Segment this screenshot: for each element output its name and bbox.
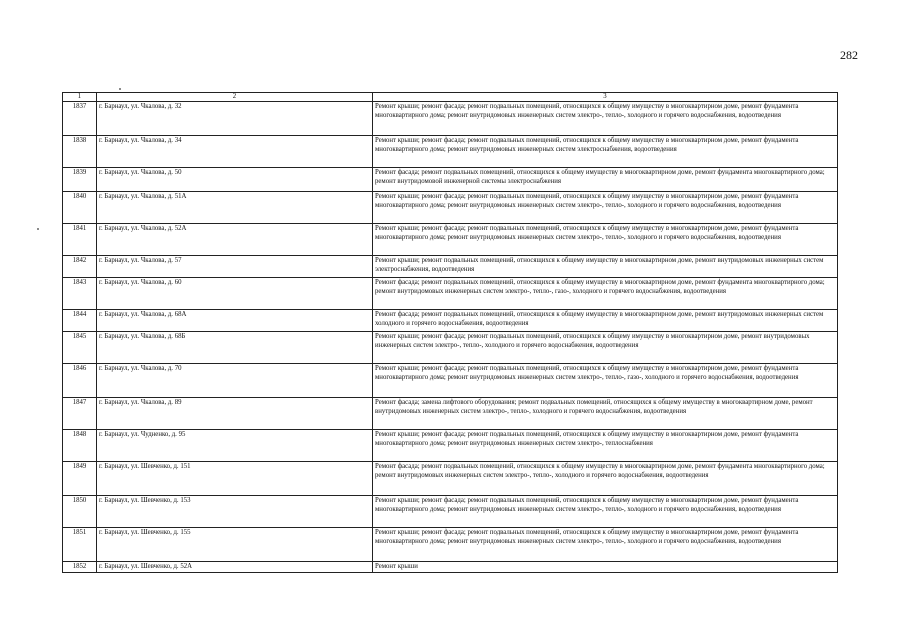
row-number: 1841: [63, 224, 97, 256]
row-works: Ремонт крыши; ремонт фасада; ремонт подвальных помещений, относящихся к общему имуществу в многоквартирном доме, ремонт фундамента многоквартирного дома; ремонт внутридомовых инженерных систем электро-, тепло-, холодного и горячего водоснабжения, водоотведения: [373, 224, 838, 256]
row-address: г. Барнаул, ул. Чкалова, д. 32: [97, 102, 373, 136]
row-works: Ремонт фасада; ремонт подвальных помещений, относящихся к общему имуществу в многоквартирном доме, ремонт фундамента многоквартирного дома; ремонт внутридомовых инженерных систем электро-, тепло-, холодного и горячего водоснабжения, водоотведения: [373, 462, 838, 496]
table-row: [63, 528, 838, 562]
page-number: 282: [840, 48, 858, 62]
register-table: [62, 92, 838, 573]
table-row: [63, 136, 838, 168]
row-number: 1847: [63, 398, 97, 430]
column-header-number: 1: [63, 93, 97, 102]
table-row: [63, 278, 838, 310]
table-row: [63, 462, 838, 496]
table-row: [63, 332, 838, 364]
row-address: г. Барнаул, ул. Шевченко, д. 151: [97, 462, 373, 496]
table-row: [63, 256, 838, 278]
row-address: г. Барнаул, ул. Чкалова, д. 60: [97, 278, 373, 310]
row-number: 1846: [63, 364, 97, 398]
row-address: г. Барнаул, ул. Шевченко, д. 153: [97, 496, 373, 528]
row-number: 1839: [63, 168, 97, 192]
row-address: г. Барнаул, ул. Чудненко, д. 95: [97, 430, 373, 462]
row-address: г. Барнаул, ул. Шевченко, д. 155: [97, 528, 373, 562]
row-address: г. Барнаул, ул. Чкалова, д. 68Б: [97, 332, 373, 364]
row-number: 1849: [63, 462, 97, 496]
row-address: г. Барнаул, ул. Чкалова, д. 57: [97, 256, 373, 278]
table-row: [63, 102, 838, 136]
scan-speck: [119, 88, 121, 90]
column-header-works: 3: [373, 93, 838, 102]
table-row: [63, 310, 838, 332]
row-number: 1837: [63, 102, 97, 136]
row-works: Ремонт крыши; ремонт фасада; ремонт подвальных помещений, относящихся к общему имуществу в многоквартирном доме, ремонт внутридомовых инженерных систем электро-, тепло-, холодного и горячего водоснабжения, водоотведения: [373, 332, 838, 364]
row-address: г. Барнаул, ул. Чкалова, д. 89: [97, 398, 373, 430]
row-number: 1843: [63, 278, 97, 310]
row-works: Ремонт крыши; ремонт фасада; ремонт подвальных помещений, относящихся к общему имуществу в многоквартирном доме, ремонт фундамента многоквартирного дома; ремонт внутридомовых инженерных систем электро-, теплоснабжения: [373, 430, 838, 462]
row-number: 1848: [63, 430, 97, 462]
row-works: Ремонт фасада; ремонт подвальных помещений, относящихся к общему имуществу в многоквартирном доме, ремонт внутридомовых инженерных систем холодного и горячего водоснабжения, водоотведения: [373, 310, 838, 332]
table-row: [63, 364, 838, 398]
table-row: [63, 562, 838, 573]
row-works: Ремонт крыши; ремонт фасада; ремонт подвальных помещений, относящихся к общему имуществу в многоквартирном доме, ремонт фундамента многоквартирного дома; ремонт внутридомовых инженерных систем электро-, тепло-, холодного и горячего водоснабжения, водоотведения: [373, 496, 838, 528]
row-works: Ремонт крыши; ремонт фасада; ремонт подвальных помещений, относящихся к общему имуществу в многоквартирном доме, ремонт фундамента многоквартирного дома; ремонт внутридомовых инженерных систем электро-, тепло-, газо-, холодного и горячего водоснабжения, водоотведения: [373, 364, 838, 398]
row-address: г. Барнаул, ул. Чкалова, д. 70: [97, 364, 373, 398]
row-works: Ремонт фасада; замена лифтового оборудования; ремонт подвальных помещений, относящихся к общему имуществу в многоквартирном доме, ремонт внутридомовых инженерных систем электро-, тепло-, холодного и горячего водоснабжения, водоотведения: [373, 398, 838, 430]
row-number: 1844: [63, 310, 97, 332]
row-number: 1851: [63, 528, 97, 562]
table-row: [63, 398, 838, 430]
row-number: 1842: [63, 256, 97, 278]
table-header-row: [63, 93, 838, 102]
row-address: г. Барнаул, ул. Чкалова, д. 34: [97, 136, 373, 168]
table-row: [63, 168, 838, 192]
column-header-address: 2: [97, 93, 373, 102]
row-works: Ремонт крыши: [373, 562, 838, 573]
table-row: [63, 224, 838, 256]
row-address: г. Барнаул, ул. Чкалова, д. 50: [97, 168, 373, 192]
row-number: 1845: [63, 332, 97, 364]
scan-speck: [37, 228, 39, 230]
row-address: г. Барнаул, ул. Чкалова, д. 68А: [97, 310, 373, 332]
row-address: г. Барнаул, ул. Чкалова, д. 52А: [97, 224, 373, 256]
table-row: [63, 496, 838, 528]
row-number: 1840: [63, 192, 97, 224]
row-works: Ремонт крыши; ремонт фасада; ремонт подвальных помещений, относящихся к общему имуществу в многоквартирном доме, ремонт фундамента многоквартирного дома; ремонт внутридомовых инженерных систем электроснабжения, водоотведения: [373, 136, 838, 168]
table-row: [63, 430, 838, 462]
row-number: 1852: [63, 562, 97, 573]
row-works: Ремонт фасада; ремонт подвальных помещений, относящихся к общему имуществу в многоквартирном доме, ремонт фундамента многоквартирного дома; ремонт внутридомовых инженерных систем электро-, тепло-, газо-, холодного и горячего водоснабжения, водоотведения: [373, 278, 838, 310]
row-address: г. Барнаул, ул. Шевченко, д. 52А: [97, 562, 373, 573]
row-works: Ремонт крыши; ремонт фасада; ремонт подвальных помещений, относящихся к общему имуществу в многоквартирном доме, ремонт фундамента многоквартирного дома; ремонт внутридомовых инженерных систем электро-, тепло-, холодного и горячего водоснабжения, водоотведения: [373, 102, 838, 136]
row-works: Ремонт крыши; ремонт подвальных помещений, относящихся к общему имуществу в многоквартирном доме, ремонт внутридомовых инженерных систем электроснабжения, водоотведения: [373, 256, 838, 278]
row-number: 1838: [63, 136, 97, 168]
row-number: 1850: [63, 496, 97, 528]
row-works: Ремонт крыши; ремонт фасада; ремонт подвальных помещений, относящихся к общему имуществу в многоквартирном доме, ремонт фундамента многоквартирного дома; ремонт внутридомовых инженерных систем электро-, тепло-, холодного и горячего водоснабжения, водоотведения: [373, 528, 838, 562]
register-table-body: [63, 93, 838, 573]
row-works: Ремонт фасада; ремонт подвальных помещений, относящихся к общему имуществу в многоквартирном доме, ремонт фундамента многоквартирного дома; ремонт внутридомовой инженерной системы электроснабжения: [373, 168, 838, 192]
row-address: г. Барнаул, ул. Чкалова, д. 51А: [97, 192, 373, 224]
table-row: [63, 192, 838, 224]
row-works: Ремонт крыши; ремонт фасада; ремонт подвальных помещений, относящихся к общему имуществу в многоквартирном доме, ремонт фундамента многоквартирного дома; ремонт внутридомовых инженерных систем электро-, тепло-, холодного и горячего водоснабжения, водоотведения: [373, 192, 838, 224]
